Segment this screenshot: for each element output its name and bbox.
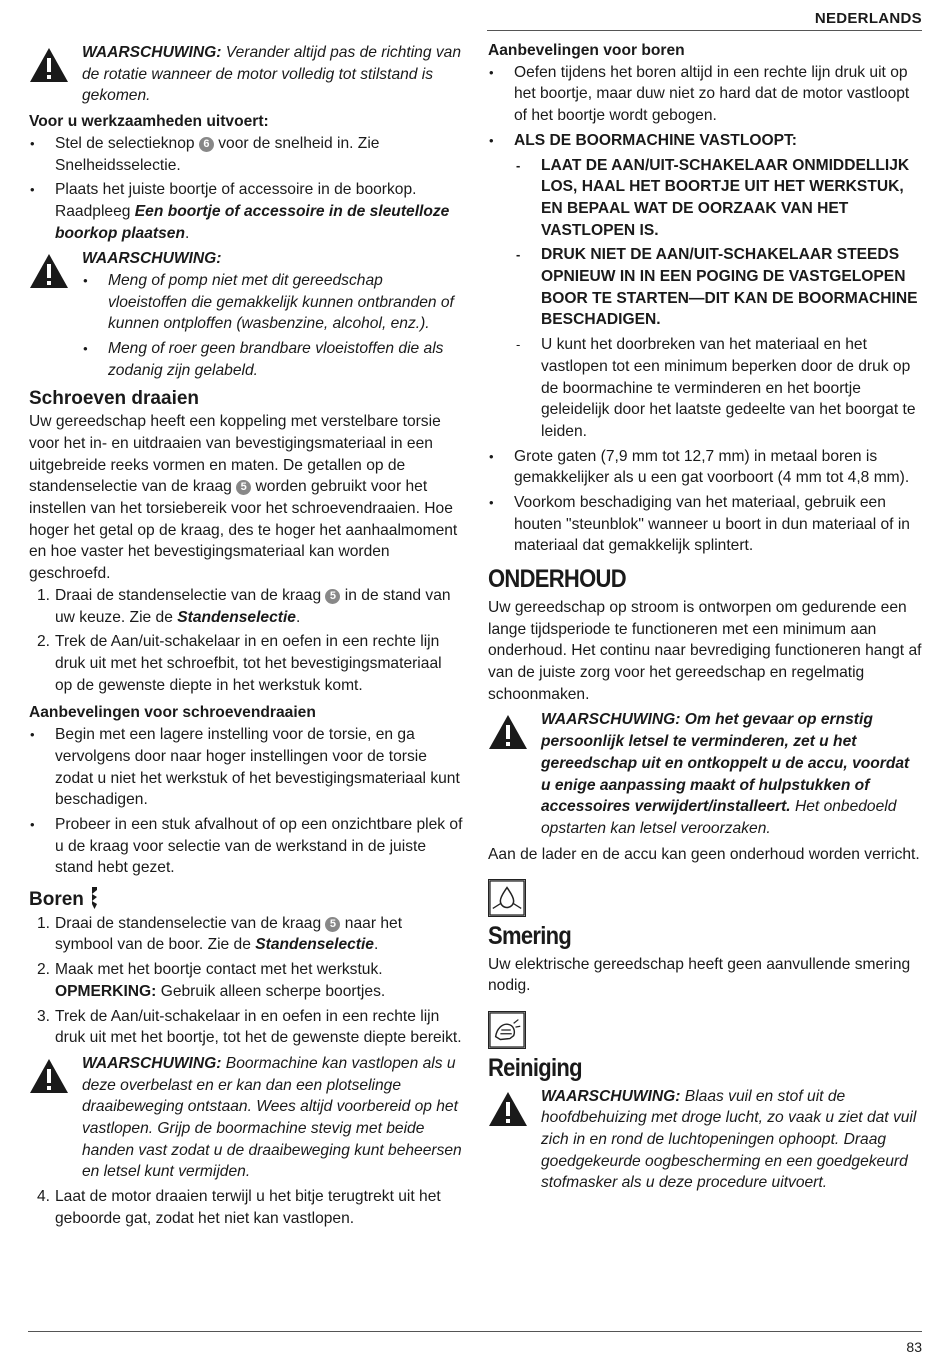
list-item: - DRUK NIET DE AAN/UIT-SCHAKELAAR STEEDS OPNIEUW IN IN EEN POGING DE VASTGELOPEN BOOR TE STARTEN—DIT KAN DE BOORMACHINE BESCHADIGEN. <box>514 244 923 331</box>
stall-heading: ALS DE BOORMACHINE VASTLOOPT: <box>514 131 798 149</box>
section-heading <box>29 887 463 911</box>
list-item <box>29 631 463 696</box>
right-column <box>488 40 923 1196</box>
warning-list <box>82 270 463 382</box>
note-text: Gebruik alleen scherpe boortjes. <box>156 982 386 1000</box>
warning-label: WAARSCHUWING: <box>541 1087 681 1105</box>
text: . <box>295 608 301 626</box>
list-item <box>29 1186 463 1229</box>
text: . <box>374 936 379 954</box>
list-item: • Oefen tijdens het boren altijd in een rechte lijn druk uit op het boortje, maar duw niet zo hard dat de motor vastloopt of het boortje wordt gebogen. <box>488 62 923 127</box>
warning-rotation <box>29 42 463 107</box>
section-subheading: Voor u werkzaamheden uitvoert: <box>29 113 269 131</box>
page-number: 83 <box>906 1339 922 1355</box>
text: worden gebruikt voor het instellen van het torsiebereik voor het schroevendraaien. Hoe hoger het getal op de kraag, des te hoger het aanhaalmoment en hoe vaster het bevestigingsmateriaal kan worden geschroefd. <box>29 478 458 583</box>
step-number: 1. <box>37 914 51 932</box>
drill-steps <box>29 913 463 1049</box>
warning-text: Blaas vuil en stof uit de hoofdbehuizing met droge lucht, zo vaak u ziet dat vuil zich in en rond de luchtopeningen ophoopt. Draag goedgekeurde oogbescherming en een goedgekeurd stofmasker als u deze procedure uitvoert. <box>541 1087 917 1192</box>
warning-triangle-icon <box>488 1091 528 1127</box>
step-number: 3. <box>37 1007 51 1025</box>
step-number: 4. <box>37 1188 51 1206</box>
warning-text: Verander altijd pas de richting van de rotatie wanneer de motor volledig tot stilstand is gekomen. <box>82 44 462 105</box>
list-item <box>29 179 463 244</box>
text: Laat de motor draaien terwijl u het bitje terugtrekt uit het geboorde gat, zodat het niet kan vastlopen. <box>55 1188 441 1227</box>
warning-text: Het onbedoeld opstarten kan letsel veroorzaken. <box>541 798 897 837</box>
stall-list <box>514 155 923 443</box>
list-item <box>29 1006 463 1049</box>
step-number: 2. <box>37 633 51 651</box>
warning-triangle-icon <box>29 1058 69 1094</box>
drill-steps-continued <box>29 1186 463 1229</box>
paragraph: Aan de lader en de accu kan geen onderhoud worden verricht. <box>488 845 920 863</box>
step-number: 1. <box>37 586 51 604</box>
paragraph: Uw elektrische gereedschap heeft geen aanvullende smering nodig. <box>488 955 911 995</box>
section-heading-cleaning: Reiniging <box>488 1053 582 1082</box>
list-item <box>29 585 463 628</box>
language-label: NEDERLANDS <box>814 10 922 27</box>
text: Trek de Aan/uit-schakelaar in en oefen in een rechte lijn druk uit met het boortje, tot het de gewenste diepte bereikt. <box>55 1007 462 1047</box>
text: voor de snelheid in. Zie Snelheidsselectie. <box>55 134 380 174</box>
heading-text: Boren <box>29 889 84 911</box>
cross-reference: Standenselectie <box>177 608 296 626</box>
number-badge: 5 <box>236 480 251 495</box>
list-item: • Meng of pomp niet met dit gereedschap vloeistoffen die gemakkelijk kunnen ontbranden of kunnen ontploffen (wasbenzine, alcohol, enz.). <box>82 270 463 335</box>
before-list <box>29 133 463 245</box>
list-item: • Begin met een lagere instelling voor de torsie, en ga vervolgens door naar hoger instellingen voor de torsie zodat u niet het werkstuk of het bevestigingsmateriaal kunt beschadigen. <box>29 724 463 811</box>
warning-label: WAARSCHUWING: <box>82 44 222 61</box>
text: Trek de Aan/uit-schakelaar in en oefen in een rechte lijn druk uit met het schroefbit, tot het bevestigingsmateriaal op de gewenste diepte in het werkstuk komt. <box>55 633 442 694</box>
section-subheading: Aanbevelingen voor schroevendraaien <box>29 704 316 722</box>
warning-triangle-icon <box>29 47 69 83</box>
footer-divider <box>28 1331 922 1332</box>
paragraph: Uw gereedschap op stroom is ontworpen om gedurende een lange tijdsperiode te functioneren met een minimum aan onderhoud. Het continu naar bevrediging functioneren hangt af van de juiste zorg voor het gereedschap en regelmatig schoonmaken. <box>488 598 922 703</box>
section-subheading: Aanbevelingen voor boren <box>488 42 685 59</box>
screw-recommendations <box>29 724 463 879</box>
cross-reference: Een boortje of accessoire in de sleutelloze boorkop plaatsen <box>55 202 450 242</box>
text: Draai de standenselectie van de kraag <box>55 586 326 604</box>
lubrication-icon <box>488 879 526 917</box>
text: Stel de selectieknop <box>55 134 199 152</box>
list-item: - LAAT DE AAN/UIT-SCHAKELAAR ONMIDDELLIJK LOS, HAAL HET BOORTJE UIT HET WERKSTUK, EN BEPAAL WAT DE OORZAAK VAN HET VASTLOPEN IS. <box>514 155 923 242</box>
cross-reference: Standenselectie <box>255 936 374 954</box>
note-label: OPMERKING: <box>55 982 157 1000</box>
list-item <box>488 130 923 443</box>
number-badge: 6 <box>199 137 214 152</box>
list-item: - U kunt het doorbreken van het materiaal en het vastlopen tot een minimum beperken door de druk op de boormachine te verminderen en het boortje geleidelijk door het laatste gedeelte van het boorgat te leiden. <box>514 334 923 443</box>
left-column <box>29 40 463 1230</box>
text: naar het symbool van de boor. Zie de <box>55 914 403 954</box>
warning-label: WAARSCHUWING: <box>541 711 681 729</box>
warning-cleaning <box>488 1086 923 1195</box>
text: Plaats het juiste boortje of accessoire in de boorkop. Raadpleeg <box>55 181 417 220</box>
text: Uw gereedschap heeft een koppeling met verstelbare torsie voor het in- en uitdraaien van bevestigingsmateriaal in een uitgebreide reeks vormen en maten. De getallen op de standenselectie van de kraag <box>29 413 441 496</box>
list-item <box>29 913 463 956</box>
paragraph <box>29 411 463 585</box>
drill-recommendations <box>488 62 923 557</box>
warning-flammable <box>29 248 463 381</box>
list-item <box>29 133 463 176</box>
list-item: • Grote gaten (7,9 mm tot 12,7 mm) in metaal boren is gemakkelijker als u een gat voorboort (4 mm tot 4,8 mm). <box>488 446 923 489</box>
drill-bit-icon <box>89 887 100 909</box>
text: Maak met het boortje contact met het werkstuk. <box>55 961 383 979</box>
header-divider <box>487 30 922 31</box>
number-badge: 5 <box>325 917 340 932</box>
section-heading-lubrication: Smering <box>488 922 572 951</box>
warning-text: Boormachine kan vastlopen als u deze overbelast en er kan dan een plotselinge draaibeweging ontstaan. Wees altijd voorbereid op het vastlopen. Grijp de boormachine stevig met beide handen vast zodat u de draaibeweging kunt beheersen en letsel kunt vermijden. <box>82 1054 462 1181</box>
step-number: 2. <box>37 961 51 979</box>
warning-bold-text: Om het gevaar op ernstig persoonlijk letsel te verminderen, zet u het gereedschap uit en ontkoppelt u de accu, voordat u enige aanpassing maakt of hulpstukken of accessoires verwijdert/installeert. <box>541 711 910 816</box>
number-badge: 5 <box>325 589 340 604</box>
text: Draai de standenselectie van de kraag <box>55 914 326 932</box>
warning-triangle-icon <box>488 714 528 750</box>
list-item <box>29 959 463 1002</box>
text: . <box>184 224 190 242</box>
section-heading-maintenance: ONDERHOUD <box>488 565 626 594</box>
list-item: • Meng of roer geen brandbare vloeistoffen die als zodanig zijn gelabeld. <box>82 338 463 381</box>
text: in de stand van uw keuze. Zie de <box>55 586 451 626</box>
section-heading: Schroeven draaien <box>29 387 200 409</box>
warning-label: WAARSCHUWING: <box>82 250 222 268</box>
cleaning-icon <box>488 1011 526 1049</box>
screw-steps <box>29 585 463 697</box>
warning-maintenance <box>488 709 923 839</box>
warning-label: WAARSCHUWING: <box>82 1054 222 1072</box>
warning-stall <box>29 1053 463 1183</box>
list-item: • Probeer in een stuk afvalhout of op een onzichtbare plek of u de kraag voor selectie van de werkstand in de juiste stand hebt gezet. <box>29 814 463 879</box>
list-item: • Voorkom beschadiging van het materiaal, gebruik een houten "steunblok" wanneer u boort in dun materiaal of in materiaal dat gemakkelijk splintert. <box>488 492 923 557</box>
warning-triangle-icon <box>29 253 69 289</box>
